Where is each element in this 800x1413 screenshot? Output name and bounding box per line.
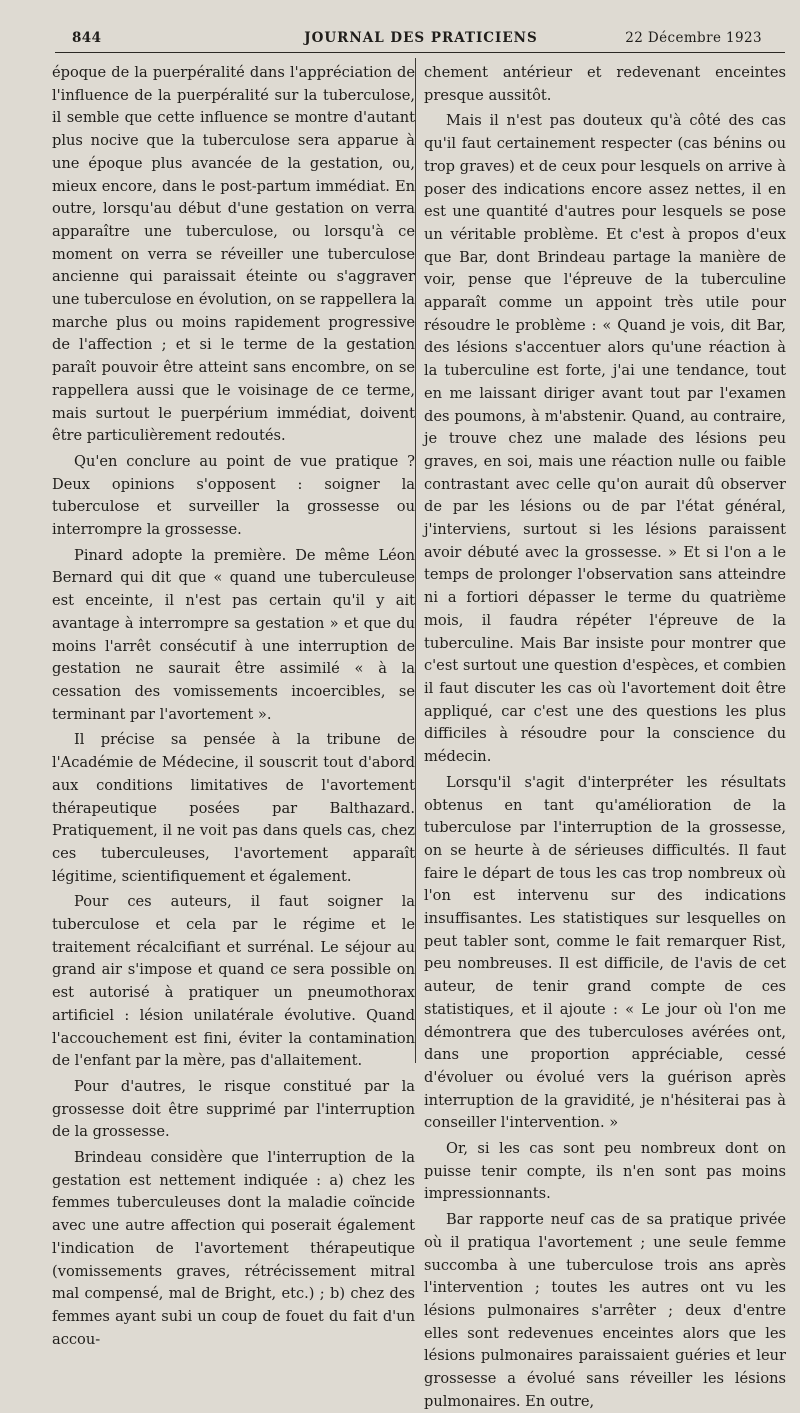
- journal-title: JOURNAL DES PRATICIENS: [304, 30, 538, 46]
- paragraph: Lorsqu'il s'agit d'interpréter les résultats obtenus en tant qu'amélioration de la tuberculose par l'interruption de la grossesse, on se heurte à de sérieuses difficultés. Il faut faire le départ de tous les cas trop nombreux où l'on est intervenu sur des indications insuffisantes. Les statistiques sur lesquelles on peut tabler sont, comme le fait remarquer Rist, peu nombreuses. Il est difficile, de l'avis de cet auteur, de tenir grand compte de ces statistiques, et il ajoute : « Le jour où l'on me démontrera que des tuberculoses avérées ont, dans une proportion appréciable, cessé d'évoluer ou évolué vers la guérison après interruption de la gravidité, je n'hésiterai pas à conseiller l'intervention. »: [424, 773, 786, 1132]
- column-divider: [415, 58, 416, 1063]
- paragraph: Il précise sa pensée à la tribune de l'Académie de Médecine, il souscrit tout d'abord aux conditions limitatives de l'avortement thérapeutique posées par Balthazard. Pratiquement, il ne voit pas dans quels cas, chez ces tuberculeuses, l'avortement apparaît légitime, scientifiquement et également.: [52, 731, 415, 885]
- page-header: [72, 30, 770, 50]
- paragraph: Bar rapporte neuf cas de sa pratique privée où il pratiqua l'avortement ; une seule femme succomba à une tuberculose trois ans après l'intervention ; toutes les autres ont vu les lésions pulmonaires s'arrêter ; deux d'entre elles sont redevenues enceintes alors que les lésions pulmonaires paraissaient guéries et leur grossesse a évolué sans réveiller les lésions pulmonaires. En outre,: [424, 1211, 786, 1410]
- paragraph: Or, si les cas sont peu nombreux dont on puisse tenir compte, ils n'en sont pas moins impressionnants.: [424, 1140, 786, 1203]
- right-column: [424, 62, 786, 1413]
- left-column: [52, 62, 415, 1351]
- paragraph: Pour ces auteurs, il faut soigner la tuberculose et cela par le régime et le traitement récalcifiant et surrénal. Le séjour au grand air s'impose et quand ce sera possible on est autorisé à pratiquer un pneumothorax artificiel : lésion unilatérale évolutive. Quand l'accouchement est fini, éviter la contamination de l'enfant par la mère, pas d'allaitement.: [52, 893, 415, 1070]
- paragraph: Brindeau considère que l'interruption de la gestation est nettement indiquée : a) chez les femmes tuberculeuses dont la maladie coïncide avec une autre affection qui poserait également l'indication de l'avortement thérapeutique (vomissements graves, rétrécissement mitral mal compensé, mal de Bright, etc.) ; b) chez des femmes ayant subi un coup de fouet du fait d'un accou-: [52, 1149, 415, 1348]
- paragraph: Pour d'autres, le risque constitué par la grossesse doit être supprimé par l'interruption de la grossesse.: [52, 1077, 415, 1141]
- paragraph: Pinard adopte la première. De même Léon Bernard qui dit que « quand une tuberculeuse est enceinte, il n'est pas certain qu'il y ait avantage à interrompre sa gestation » et que du moins l'arrêt consécutif à une interruption de gestation ne saurait être assimilé « à la cessation des vomissements incoercibles, se terminant par l'avortement ».: [52, 546, 415, 723]
- header-rule: [55, 52, 785, 53]
- issue-date: 22 Décembre 1923: [625, 30, 762, 46]
- paragraph: chement antérieur et redevenant enceintes presque aussitôt.: [424, 64, 786, 104]
- paragraph: Mais il n'est pas douteux qu'à côté des cas qu'il faut certainement respecter (cas bénins ou trop graves) et de ceux pour lesquels on arrive à poser des indications encore assez nettes, il en est une quantité d'autres pour lesquels se pose un véritable problème. Et c'est à propos d'eux que Bar, dont Brindeau partage la manière de voir, pense que l'épreuve de la tuberculine apparaît comme un appoint très utile pour résoudre le problème : « Quand je vois, dit Bar, des lésions s'accentuer alors qu'une réaction à la tuberculine est forte, j'ai une tendance, tout en me laissant diriger avant tout par l'examen des poumons, à m'abstenir. Quand, au contraire, je trouve chez une malade des lésions peu graves, en soi, mais une réaction nulle ou faible contrastant avec celle qu'on aurait dû observer de par les lésions ou de par l'état général, j'interviens, surtout si les lésions paraissent avoir débuté avec la grossesse. » Et si l'on a le temps de prolonger l'observation sans atteindre ni a fortiori dépasser le terme du quatrième mois, il faudra répéter l'épreuve de la tuberculine. Mais Bar insiste pour montrer que c'est surtout une question d'espèces, et combien il faut discuter les cas où l'avortement doit être appliqué, car c'est une des questions les plus difficiles à résoudre pour la conscience du médecin.: [424, 112, 786, 766]
- page-number: 844: [72, 30, 102, 46]
- paragraph: Qu'en conclure au point de vue pratique ? Deux opinions s'opposent : soigner la tuberculose et surveiller la grossesse ou interrompre la grossesse.: [52, 452, 415, 539]
- paragraph: époque de la puerpéralité dans l'appréciation de l'influence de la puerpéralité sur la tuberculose, il semble que cette influence se montre d'autant plus nocive que la tuberculose sera apparue à une époque plus avancée de la gestation, ou, mieux encore, dans le post-partum immédiat. En outre, lorsqu'au début d'une gestation on verra apparaître une tuberculose, ou lorsqu'à ce moment on verra se réveiller une tuberculose ancienne qui paraissait éteinte ou s'aggraver une tuberculose en évolution, on se rappellera la marche plus ou moins rapidement progressive de l'affection ; et si le terme de la gestation paraît pouvoir être atteint sans encombre, on se rappellera aussi que le voisinage de ce terme, mais surtout le puerpérium immédiat, doivent être particulièrement redoutés.: [52, 64, 415, 445]
